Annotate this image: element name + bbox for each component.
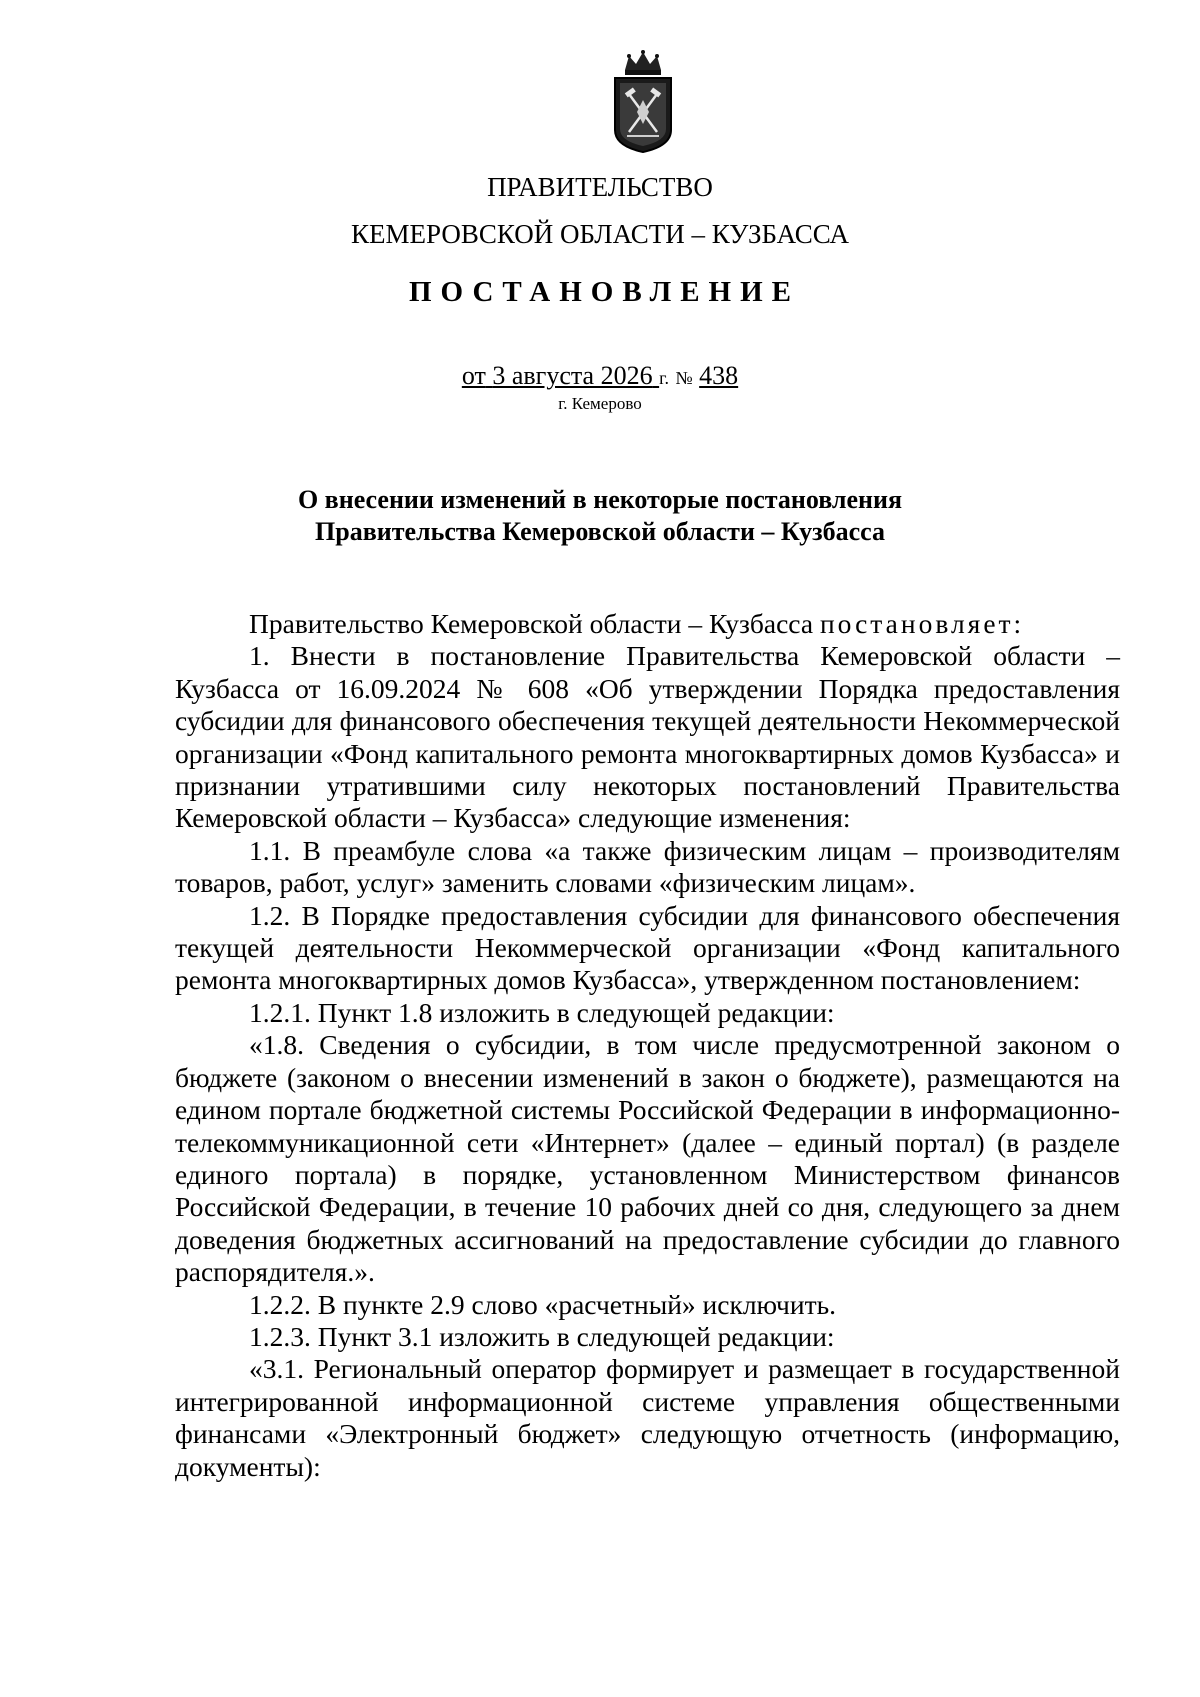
paragraph-1-2-2: 1.2.2. В пункте 2.9 слово «расчетный» исключить. <box>249 1288 837 1320</box>
paragraph-quote-1-8: «1.8. Сведения о субсидии, в том числе предусмотренной законом о бюджете (законом о внесении изменений в закон о бюджете), размещаются на едином портале бюджетной системы Российской Федерации в информационно-телекоммуникационной сети «Интернет» (далее – единый портал) (в разделе единого портала) в порядке, установленном Министерством финансов Российской Федерации, в течение 10 рабочих дней со дня, следующего за днем доведения бюджетных ассигнований на предоставление субсидии до главного распорядителя.». <box>175 1029 1120 1288</box>
paragraph-1-2-1: 1.2.1. Пункт 1.8 изложить в следующей редакции: <box>249 996 835 1028</box>
document-type: ПОСТАНОВЛЕНИЕ <box>408 276 800 308</box>
intro-verb: постановляет: <box>819 608 1025 639</box>
date-prefix: от <box>461 361 486 390</box>
organization-name-line1: ПРАВИТЕЛЬСТВО <box>487 172 713 202</box>
intro-text: Правительство Кемеровской области – Кузбасса <box>249 608 814 639</box>
paragraph-quote-3-1: «3.1. Региональный оператор формирует и размещает в государственной интегрированной информационной системе управления общественными финансами «Электронный бюджет» следующую отчетность (информацию, документы): <box>175 1353 1120 1482</box>
date-number-line <box>0 362 1200 392</box>
paragraph-1: 1. Внести в постановление Правительства Кемеровской области – Кузбасса от 16.09.2024 № 608 «Об утверждении Порядка предоставления субсидии для финансового обеспечения текущей деятельности Некоммерческой организации «Фонд капитального ремонта многоквартирных домов Кузбасса» и признании утратившими силу некоторых постановлений Правительства Кемеровской области – Кузбасса» следующие изменения: <box>175 640 1120 834</box>
document-body <box>175 608 1120 1483</box>
paragraph-1-1: 1.1. В преамбуле слова «а также физическим лицам – производителям товаров, работ, услуг» заменить словами «физическим лицам». <box>175 834 1120 899</box>
document-title <box>0 484 1200 548</box>
document-number: 438 <box>699 361 739 390</box>
city-name: г. Кемерово <box>558 394 642 413</box>
organization-name-line2: КЕМЕРОВСКОЙ ОБЛАСТИ – КУЗБАССА <box>351 219 849 249</box>
year-suffix: г. <box>659 368 669 388</box>
intro-paragraph <box>175 608 1120 640</box>
coat-of-arms-icon <box>607 48 679 156</box>
paragraph-1-2: 1.2. В Порядке предоставления субсидии для финансового обеспечения текущей деятельности Некоммерческой организации «Фонд капитального ремонта многоквартирных домов Кузбасса», утвержденном постановлением: <box>175 899 1120 996</box>
number-sign: № <box>675 368 693 388</box>
paragraph-1-2-3: 1.2.3. Пункт 3.1 изложить в следующей редакции: <box>249 1320 835 1352</box>
title-line1: О внесении изменений в некоторые постановления <box>297 485 903 514</box>
title-line2: Правительства Кемеровской области – Кузбасса <box>315 517 885 546</box>
document-date: 3 августа 2026 <box>492 361 653 390</box>
